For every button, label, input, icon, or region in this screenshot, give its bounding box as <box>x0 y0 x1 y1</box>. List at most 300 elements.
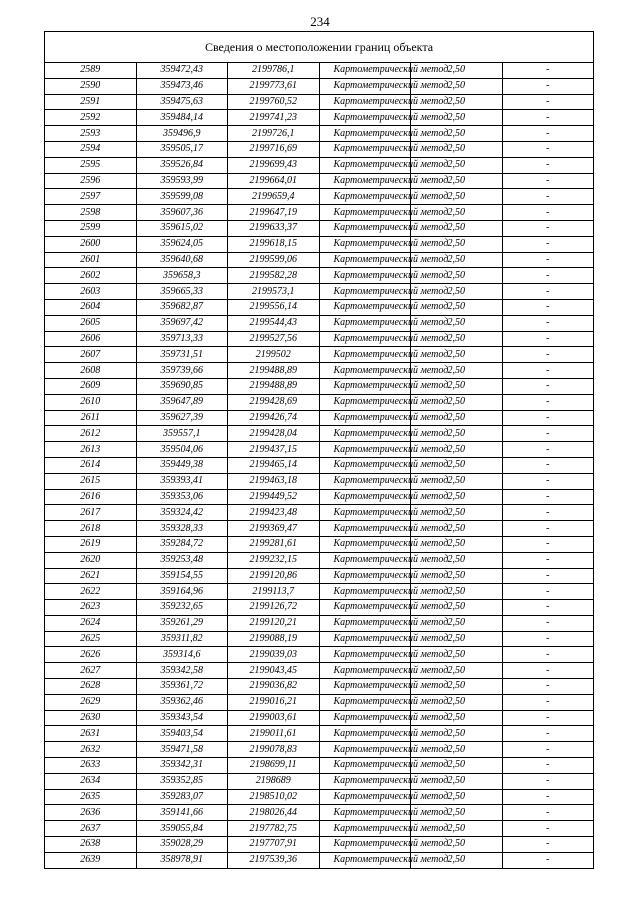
table-row <box>45 536 594 552</box>
note-cell: - <box>502 584 594 600</box>
table-row <box>45 631 594 647</box>
method-cell: Картометрический метод <box>319 789 411 805</box>
y-coordinate-cell: 2197782,75 <box>228 821 320 837</box>
point-number-cell: 2594 <box>45 141 137 157</box>
point-number-cell: 2612 <box>45 426 137 442</box>
x-coordinate-cell: 359473,46 <box>136 78 228 94</box>
x-coordinate-cell: 359324,42 <box>136 505 228 521</box>
table-row <box>45 442 594 458</box>
table-body <box>45 63 594 869</box>
method-cell: Картометрический метод <box>319 94 411 110</box>
y-coordinate-cell: 2199741,23 <box>228 110 320 126</box>
x-coordinate-cell: 359028,29 <box>136 837 228 853</box>
point-number-cell: 2611 <box>45 410 137 426</box>
accuracy-cell: 2,50 <box>411 852 503 868</box>
method-cell: Картометрический метод <box>319 363 411 379</box>
accuracy-cell: 2,50 <box>411 426 503 442</box>
table-row <box>45 63 594 79</box>
y-coordinate-cell: 2199011,61 <box>228 726 320 742</box>
table-row <box>45 284 594 300</box>
y-coordinate-cell: 2199599,06 <box>228 252 320 268</box>
accuracy-cell: 2,50 <box>411 331 503 347</box>
table-row <box>45 584 594 600</box>
method-cell: Картометрический метод <box>319 173 411 189</box>
table-row <box>45 236 594 252</box>
note-cell: - <box>502 726 594 742</box>
accuracy-cell: 2,50 <box>411 315 503 331</box>
note-cell: - <box>502 347 594 363</box>
method-cell: Картометрический метод <box>319 805 411 821</box>
method-cell: Картометрический метод <box>319 568 411 584</box>
accuracy-cell: 2,50 <box>411 600 503 616</box>
y-coordinate-cell: 2199786,1 <box>228 63 320 79</box>
point-number-cell: 2605 <box>45 315 137 331</box>
note-cell: - <box>502 837 594 853</box>
method-cell: Картометрический метод <box>319 821 411 837</box>
method-cell: Картометрический метод <box>319 236 411 252</box>
method-cell: Картометрический метод <box>319 141 411 157</box>
x-coordinate-cell: 359055,84 <box>136 821 228 837</box>
note-cell: - <box>502 852 594 868</box>
method-cell: Картометрический метод <box>319 631 411 647</box>
note-cell: - <box>502 600 594 616</box>
method-cell: Картометрический метод <box>319 710 411 726</box>
accuracy-cell: 2,50 <box>411 173 503 189</box>
point-number-cell: 2615 <box>45 473 137 489</box>
note-cell: - <box>502 710 594 726</box>
note-cell: - <box>502 505 594 521</box>
method-cell: Картометрический метод <box>319 742 411 758</box>
y-coordinate-cell: 2199527,56 <box>228 331 320 347</box>
accuracy-cell: 2,50 <box>411 410 503 426</box>
table-row <box>45 78 594 94</box>
note-cell: - <box>502 410 594 426</box>
x-coordinate-cell: 359713,33 <box>136 331 228 347</box>
point-number-cell: 2635 <box>45 789 137 805</box>
x-coordinate-cell: 359697,42 <box>136 315 228 331</box>
table-row <box>45 347 594 363</box>
y-coordinate-cell: 2199036,82 <box>228 679 320 695</box>
table-row <box>45 173 594 189</box>
point-number-cell: 2623 <box>45 600 137 616</box>
note-cell: - <box>502 426 594 442</box>
point-number-cell: 2619 <box>45 536 137 552</box>
accuracy-cell: 2,50 <box>411 299 503 315</box>
note-cell: - <box>502 363 594 379</box>
method-cell: Картометрический метод <box>319 442 411 458</box>
accuracy-cell: 2,50 <box>411 473 503 489</box>
x-coordinate-cell: 359403,54 <box>136 726 228 742</box>
method-cell: Картометрический метод <box>319 615 411 631</box>
y-coordinate-cell: 2199544,43 <box>228 315 320 331</box>
note-cell: - <box>502 457 594 473</box>
x-coordinate-cell: 359232,65 <box>136 600 228 616</box>
point-number-cell: 2632 <box>45 742 137 758</box>
y-coordinate-cell: 2199428,04 <box>228 426 320 442</box>
method-cell: Картометрический метод <box>319 284 411 300</box>
y-coordinate-cell: 2198026,44 <box>228 805 320 821</box>
method-cell: Картометрический метод <box>319 489 411 505</box>
method-cell: Картометрический метод <box>319 647 411 663</box>
note-cell: - <box>502 173 594 189</box>
table-row <box>45 789 594 805</box>
y-coordinate-cell: 2199016,21 <box>228 694 320 710</box>
note-cell: - <box>502 805 594 821</box>
table-row <box>45 126 594 142</box>
method-cell: Картометрический метод <box>319 758 411 774</box>
note-cell: - <box>502 821 594 837</box>
accuracy-cell: 2,50 <box>411 63 503 79</box>
method-cell: Картометрический метод <box>319 679 411 695</box>
accuracy-cell: 2,50 <box>411 110 503 126</box>
point-number-cell: 2604 <box>45 299 137 315</box>
y-coordinate-cell: 2199716,69 <box>228 141 320 157</box>
accuracy-cell: 2,50 <box>411 773 503 789</box>
y-coordinate-cell: 2199760,52 <box>228 94 320 110</box>
y-coordinate-cell: 2199426,74 <box>228 410 320 426</box>
table-row <box>45 141 594 157</box>
y-coordinate-cell: 2199003,61 <box>228 710 320 726</box>
y-coordinate-cell: 2199113,7 <box>228 584 320 600</box>
x-coordinate-cell: 359665,33 <box>136 284 228 300</box>
note-cell: - <box>502 679 594 695</box>
accuracy-cell: 2,50 <box>411 536 503 552</box>
method-cell: Картометрический метод <box>319 663 411 679</box>
point-number-cell: 2617 <box>45 505 137 521</box>
point-number-cell: 2613 <box>45 442 137 458</box>
method-cell: Картометрический метод <box>319 315 411 331</box>
accuracy-cell: 2,50 <box>411 837 503 853</box>
accuracy-cell: 2,50 <box>411 758 503 774</box>
y-coordinate-cell: 2199043,45 <box>228 663 320 679</box>
method-cell: Картометрический метод <box>319 378 411 394</box>
table-row <box>45 679 594 695</box>
method-cell: Картометрический метод <box>319 252 411 268</box>
y-coordinate-cell: 2199488,89 <box>228 363 320 379</box>
note-cell: - <box>502 521 594 537</box>
x-coordinate-cell: 359640,68 <box>136 252 228 268</box>
table-row <box>45 505 594 521</box>
x-coordinate-cell: 359164,96 <box>136 584 228 600</box>
point-number-cell: 2591 <box>45 94 137 110</box>
accuracy-cell: 2,50 <box>411 647 503 663</box>
method-cell: Картометрический метод <box>319 773 411 789</box>
y-coordinate-cell: 2199281,61 <box>228 536 320 552</box>
y-coordinate-cell: 2199573,1 <box>228 284 320 300</box>
accuracy-cell: 2,50 <box>411 805 503 821</box>
point-number-cell: 2637 <box>45 821 137 837</box>
accuracy-cell: 2,50 <box>411 363 503 379</box>
note-cell: - <box>502 189 594 205</box>
y-coordinate-cell: 2199126,72 <box>228 600 320 616</box>
point-number-cell: 2631 <box>45 726 137 742</box>
table-row <box>45 220 594 236</box>
y-coordinate-cell: 2199488,89 <box>228 378 320 394</box>
x-coordinate-cell: 359253,48 <box>136 552 228 568</box>
accuracy-cell: 2,50 <box>411 710 503 726</box>
point-number-cell: 2595 <box>45 157 137 173</box>
point-number-cell: 2589 <box>45 63 137 79</box>
note-cell: - <box>502 236 594 252</box>
table-row <box>45 378 594 394</box>
method-cell: Картометрический метод <box>319 63 411 79</box>
point-number-cell: 2618 <box>45 521 137 537</box>
table-row <box>45 600 594 616</box>
note-cell: - <box>502 536 594 552</box>
accuracy-cell: 2,50 <box>411 94 503 110</box>
note-cell: - <box>502 694 594 710</box>
x-coordinate-cell: 359362,46 <box>136 694 228 710</box>
y-coordinate-cell: 2199556,14 <box>228 299 320 315</box>
page-number: 234 <box>310 14 330 29</box>
note-cell: - <box>502 773 594 789</box>
point-number-cell: 2630 <box>45 710 137 726</box>
table-row <box>45 647 594 663</box>
x-coordinate-cell: 359475,63 <box>136 94 228 110</box>
point-number-cell: 2598 <box>45 205 137 221</box>
y-coordinate-cell: 2199726,1 <box>228 126 320 142</box>
x-coordinate-cell: 359484,14 <box>136 110 228 126</box>
accuracy-cell: 2,50 <box>411 157 503 173</box>
table-row <box>45 489 594 505</box>
boundary-coordinates-table <box>44 31 594 869</box>
point-number-cell: 2634 <box>45 773 137 789</box>
x-coordinate-cell: 359627,39 <box>136 410 228 426</box>
note-cell: - <box>502 663 594 679</box>
point-number-cell: 2601 <box>45 252 137 268</box>
y-coordinate-cell: 2199449,52 <box>228 489 320 505</box>
method-cell: Картометрический метод <box>319 189 411 205</box>
table-row <box>45 773 594 789</box>
method-cell: Картометрический метод <box>319 521 411 537</box>
table-row <box>45 805 594 821</box>
note-cell: - <box>502 631 594 647</box>
accuracy-cell: 2,50 <box>411 236 503 252</box>
note-cell: - <box>502 647 594 663</box>
method-cell: Картометрический метод <box>319 536 411 552</box>
x-coordinate-cell: 359624,05 <box>136 236 228 252</box>
table-row <box>45 157 594 173</box>
table-title-row <box>45 32 594 63</box>
point-number-cell: 2636 <box>45 805 137 821</box>
accuracy-cell: 2,50 <box>411 126 503 142</box>
note-cell: - <box>502 252 594 268</box>
point-number-cell: 2638 <box>45 837 137 853</box>
y-coordinate-cell: 2199502 <box>228 347 320 363</box>
point-number-cell: 2610 <box>45 394 137 410</box>
accuracy-cell: 2,50 <box>411 205 503 221</box>
accuracy-cell: 2,50 <box>411 189 503 205</box>
table-row <box>45 268 594 284</box>
x-coordinate-cell: 359526,84 <box>136 157 228 173</box>
accuracy-cell: 2,50 <box>411 552 503 568</box>
table-row <box>45 837 594 853</box>
x-coordinate-cell: 359449,38 <box>136 457 228 473</box>
y-coordinate-cell: 2199039,03 <box>228 647 320 663</box>
note-cell: - <box>502 331 594 347</box>
y-coordinate-cell: 2199120,86 <box>228 568 320 584</box>
method-cell: Картометрический метод <box>319 426 411 442</box>
x-coordinate-cell: 358978,91 <box>136 852 228 868</box>
accuracy-cell: 2,50 <box>411 694 503 710</box>
point-number-cell: 2608 <box>45 363 137 379</box>
note-cell: - <box>502 110 594 126</box>
accuracy-cell: 2,50 <box>411 252 503 268</box>
table-row <box>45 94 594 110</box>
y-coordinate-cell: 2198689 <box>228 773 320 789</box>
note-cell: - <box>502 157 594 173</box>
table-row <box>45 205 594 221</box>
y-coordinate-cell: 2197707,91 <box>228 837 320 853</box>
y-coordinate-cell: 2199664,01 <box>228 173 320 189</box>
method-cell: Картометрический метод <box>319 457 411 473</box>
y-coordinate-cell: 2199232,15 <box>228 552 320 568</box>
note-cell: - <box>502 63 594 79</box>
point-number-cell: 2603 <box>45 284 137 300</box>
method-cell: Картометрический метод <box>319 78 411 94</box>
point-number-cell: 2622 <box>45 584 137 600</box>
note-cell: - <box>502 394 594 410</box>
table-row <box>45 189 594 205</box>
y-coordinate-cell: 2199633,37 <box>228 220 320 236</box>
note-cell: - <box>502 94 594 110</box>
accuracy-cell: 2,50 <box>411 821 503 837</box>
x-coordinate-cell: 359284,72 <box>136 536 228 552</box>
y-coordinate-cell: 2199647,19 <box>228 205 320 221</box>
method-cell: Картометрический метод <box>319 268 411 284</box>
accuracy-cell: 2,50 <box>411 78 503 94</box>
method-cell: Картометрический метод <box>319 505 411 521</box>
table-row <box>45 252 594 268</box>
point-number-cell: 2599 <box>45 220 137 236</box>
accuracy-cell: 2,50 <box>411 284 503 300</box>
point-number-cell: 2633 <box>45 758 137 774</box>
table-row <box>45 110 594 126</box>
point-number-cell: 2625 <box>45 631 137 647</box>
note-cell: - <box>502 268 594 284</box>
x-coordinate-cell: 359342,58 <box>136 663 228 679</box>
accuracy-cell: 2,50 <box>411 442 503 458</box>
x-coordinate-cell: 359607,36 <box>136 205 228 221</box>
y-coordinate-cell: 2199437,15 <box>228 442 320 458</box>
x-coordinate-cell: 359505,17 <box>136 141 228 157</box>
method-cell: Картометрический метод <box>319 837 411 853</box>
method-cell: Картометрический метод <box>319 726 411 742</box>
method-cell: Картометрический метод <box>319 126 411 142</box>
table-row <box>45 315 594 331</box>
point-number-cell: 2621 <box>45 568 137 584</box>
accuracy-cell: 2,50 <box>411 615 503 631</box>
x-coordinate-cell: 359141,66 <box>136 805 228 821</box>
y-coordinate-cell: 2199120,21 <box>228 615 320 631</box>
table-row <box>45 694 594 710</box>
accuracy-cell: 2,50 <box>411 268 503 284</box>
method-cell: Картометрический метод <box>319 157 411 173</box>
x-coordinate-cell: 359314,6 <box>136 647 228 663</box>
table-row <box>45 552 594 568</box>
point-number-cell: 2629 <box>45 694 137 710</box>
x-coordinate-cell: 359496,9 <box>136 126 228 142</box>
point-number-cell: 2602 <box>45 268 137 284</box>
method-cell: Картометрический метод <box>319 110 411 126</box>
note-cell: - <box>502 489 594 505</box>
y-coordinate-cell: 2199423,48 <box>228 505 320 521</box>
x-coordinate-cell: 359731,51 <box>136 347 228 363</box>
note-cell: - <box>502 473 594 489</box>
y-coordinate-cell: 2199773,61 <box>228 78 320 94</box>
y-coordinate-cell: 2199582,28 <box>228 268 320 284</box>
x-coordinate-cell: 359342,31 <box>136 758 228 774</box>
accuracy-cell: 2,50 <box>411 489 503 505</box>
method-cell: Картометрический метод <box>319 600 411 616</box>
table-row <box>45 663 594 679</box>
note-cell: - <box>502 378 594 394</box>
x-coordinate-cell: 359557,1 <box>136 426 228 442</box>
x-coordinate-cell: 359593,99 <box>136 173 228 189</box>
note-cell: - <box>502 299 594 315</box>
table-row <box>45 426 594 442</box>
table-row <box>45 742 594 758</box>
x-coordinate-cell: 359311,82 <box>136 631 228 647</box>
accuracy-cell: 2,50 <box>411 521 503 537</box>
x-coordinate-cell: 359154,55 <box>136 568 228 584</box>
x-coordinate-cell: 359504,06 <box>136 442 228 458</box>
point-number-cell: 2624 <box>45 615 137 631</box>
table-row <box>45 394 594 410</box>
y-coordinate-cell: 2199088,19 <box>228 631 320 647</box>
note-cell: - <box>502 284 594 300</box>
accuracy-cell: 2,50 <box>411 347 503 363</box>
x-coordinate-cell: 359353,06 <box>136 489 228 505</box>
accuracy-cell: 2,50 <box>411 742 503 758</box>
y-coordinate-cell: 2199369,47 <box>228 521 320 537</box>
accuracy-cell: 2,50 <box>411 726 503 742</box>
method-cell: Картометрический метод <box>319 299 411 315</box>
point-number-cell: 2597 <box>45 189 137 205</box>
accuracy-cell: 2,50 <box>411 789 503 805</box>
x-coordinate-cell: 359647,89 <box>136 394 228 410</box>
accuracy-cell: 2,50 <box>411 378 503 394</box>
x-coordinate-cell: 359739,66 <box>136 363 228 379</box>
table-row <box>45 710 594 726</box>
accuracy-cell: 2,50 <box>411 505 503 521</box>
x-coordinate-cell: 359599,08 <box>136 189 228 205</box>
point-number-cell: 2607 <box>45 347 137 363</box>
table-row <box>45 726 594 742</box>
y-coordinate-cell: 2199078,83 <box>228 742 320 758</box>
table-row <box>45 852 594 868</box>
note-cell: - <box>502 742 594 758</box>
point-number-cell: 2600 <box>45 236 137 252</box>
note-cell: - <box>502 552 594 568</box>
table-title: Сведения о местоположении границ объекта <box>45 32 594 63</box>
table-row <box>45 821 594 837</box>
table-row <box>45 473 594 489</box>
note-cell: - <box>502 568 594 584</box>
y-coordinate-cell: 2199659,4 <box>228 189 320 205</box>
note-cell: - <box>502 205 594 221</box>
y-coordinate-cell: 2199699,43 <box>228 157 320 173</box>
note-cell: - <box>502 758 594 774</box>
x-coordinate-cell: 359328,33 <box>136 521 228 537</box>
note-cell: - <box>502 615 594 631</box>
method-cell: Картометрический метод <box>319 347 411 363</box>
method-cell: Картометрический метод <box>319 694 411 710</box>
point-number-cell: 2626 <box>45 647 137 663</box>
note-cell: - <box>502 141 594 157</box>
point-number-cell: 2590 <box>45 78 137 94</box>
accuracy-cell: 2,50 <box>411 584 503 600</box>
